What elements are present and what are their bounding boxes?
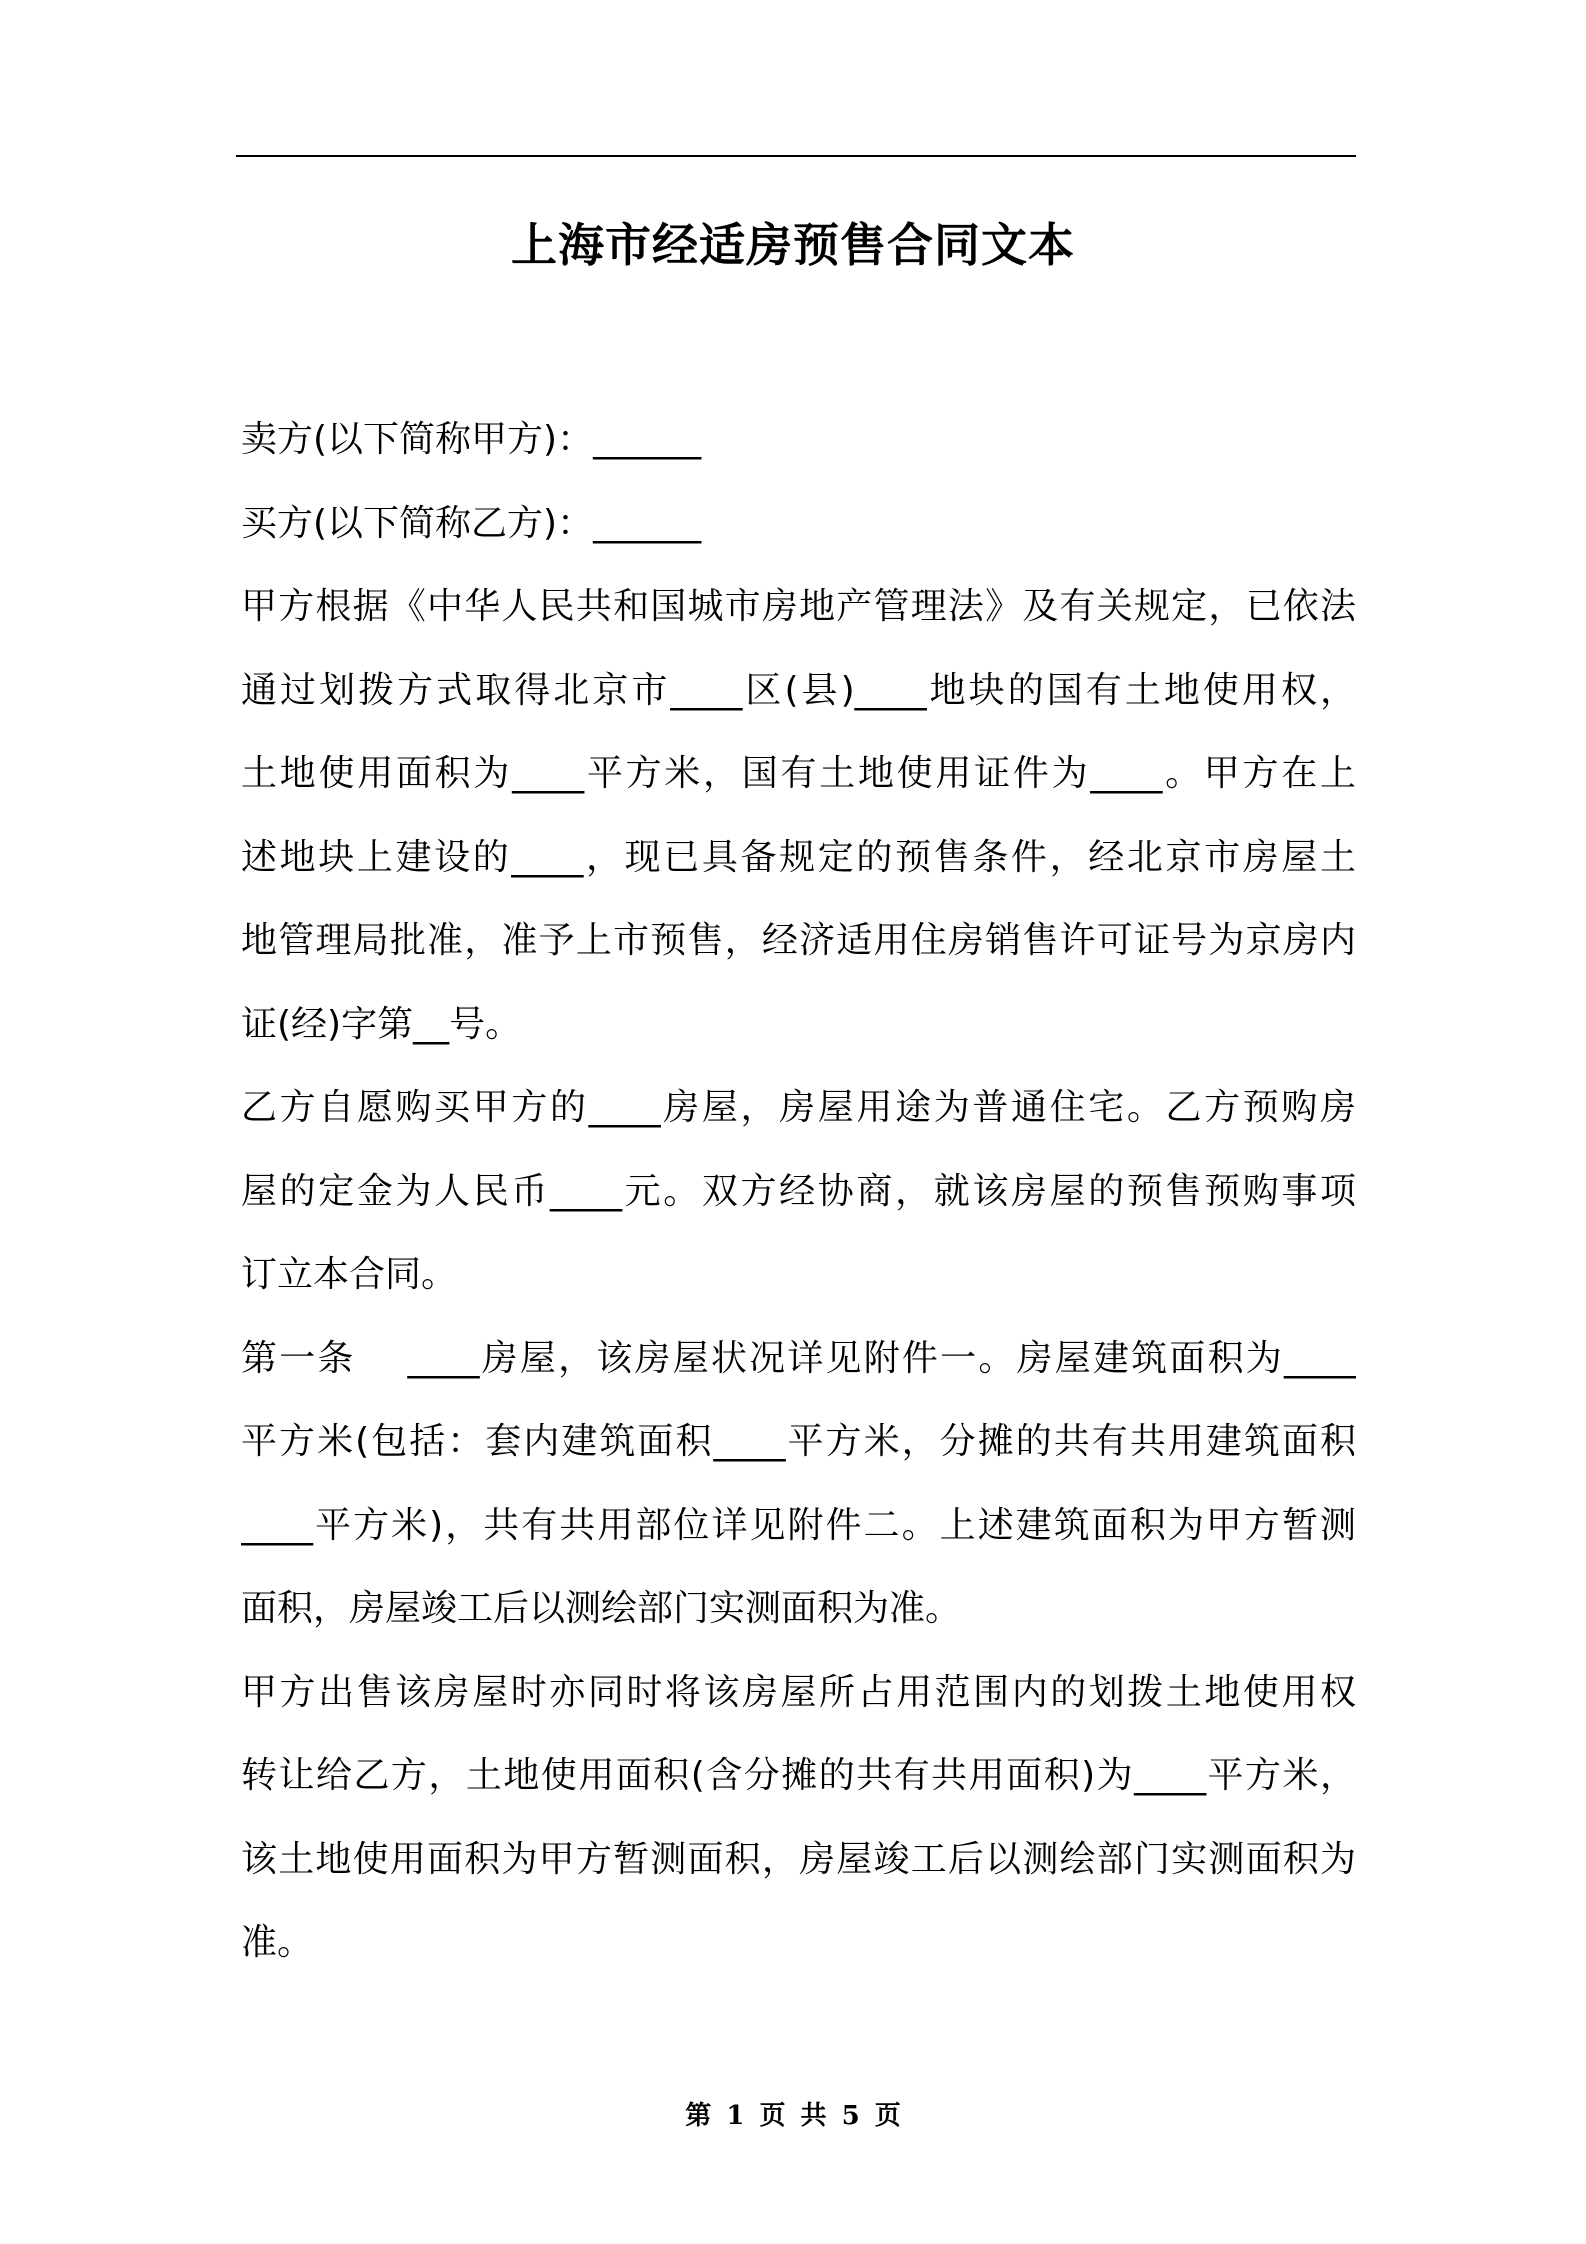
document-title: 上海市经适房预售合同文本 [511, 218, 1075, 272]
body-line: 述地块上建设的____，现已具备规定的预售条件，经北京市房屋土 [241, 836, 1356, 878]
body-line: ____平方米)，共有共用部位详见附件二。上述建筑面积为甲方暂测 [241, 1504, 1356, 1546]
body-line: 通过划拨方式取得北京市____区(县)____地块的国有土地使用权， [241, 669, 1356, 711]
body-line: 平方米(包括：套内建筑面积____平方米，分摊的共有共用建筑面积 [241, 1421, 1356, 1462]
body-line: 第一条 ____房屋，该房屋状况详见附件一。房屋建筑面积为____ [241, 1337, 1356, 1379]
body-line: 转让给乙方，土地使用面积(含分摊的共有共用面积)为____平方米， [241, 1755, 1356, 1796]
body-line: 卖方(以下简称甲方)：______ [241, 419, 702, 460]
body-line: 乙方自愿购买甲方的____房屋，房屋用途为普通住宅。乙方预购房 [241, 1087, 1356, 1128]
body-line: 地管理局批准，准予上市预售，经济适用住房销售许可证号为京房内 [241, 920, 1356, 961]
body-line: 甲方出售该房屋时亦同时将该房屋所占用范围内的划拨土地使用权 [241, 1671, 1356, 1713]
page-indicator: 第 1 页 共 5 页 [685, 2101, 901, 2131]
contract-body [241, 398, 1356, 1985]
body-line: 甲方根据《中华人民共和国城市房地产管理法》及有关规定，已依法 [241, 586, 1356, 627]
body-line: 准。 [241, 1922, 314, 1963]
body-line: 证(经)字第__号。 [241, 1003, 522, 1045]
header-rule [236, 155, 1356, 157]
body-line: 买方(以下简称乙方)：______ [241, 502, 702, 544]
body-line: 订立本合同。 [241, 1254, 458, 1295]
body-line: 屋的定金为人民币____元。双方经协商，就该房屋的预售预购事项 [241, 1170, 1356, 1212]
body-line: 该土地使用面积为甲方暂测面积，房屋竣工后以测绘部门实测面积为 [241, 1838, 1356, 1880]
body-line: 面积，房屋竣工后以测绘部门实测面积为准。 [241, 1588, 962, 1629]
body-line: 土地使用面积为____平方米，国有土地使用证件为____。甲方在上 [241, 753, 1356, 794]
